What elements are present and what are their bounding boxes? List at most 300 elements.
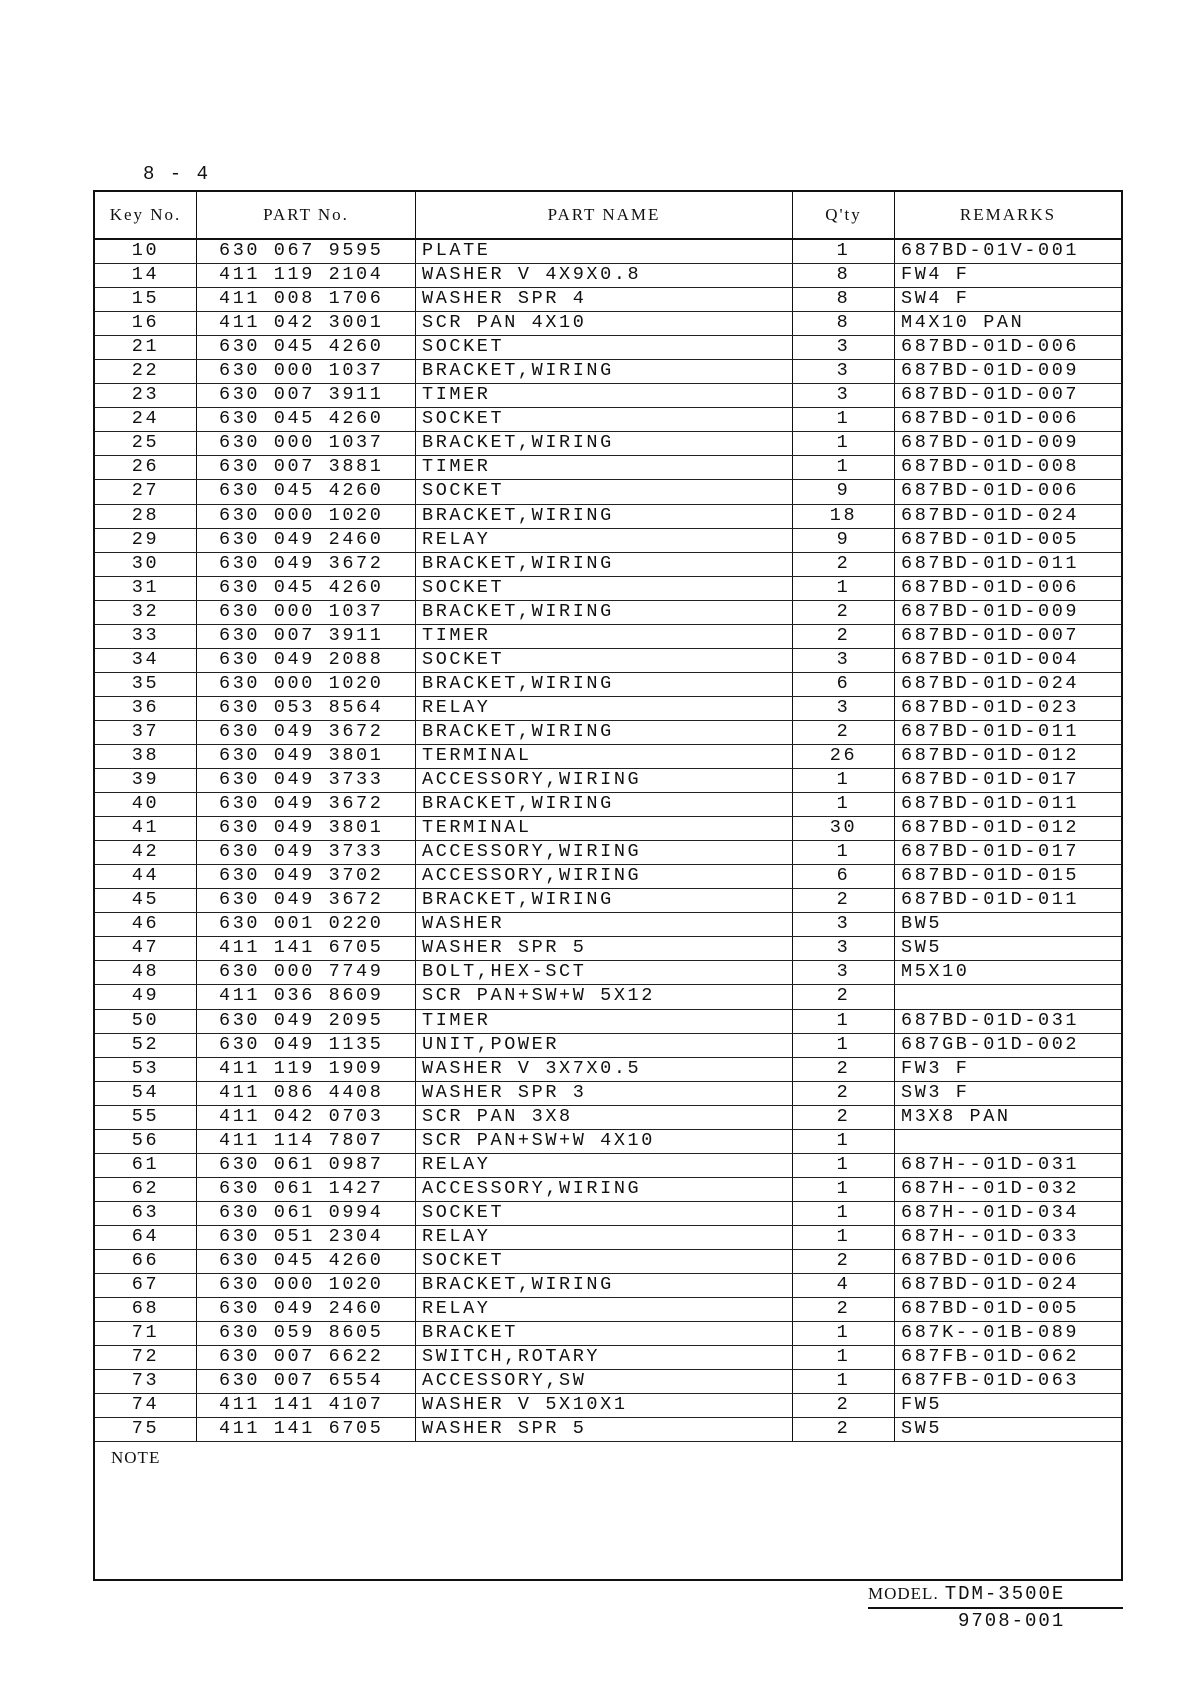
key-no-cell: 50 [95, 1010, 197, 1033]
part-no-cell: 630 007 3881 [197, 456, 416, 479]
table-row [95, 336, 1121, 360]
table-row [95, 817, 1121, 841]
qty-cell: 1 [793, 408, 895, 431]
key-no-cell: 39 [95, 769, 197, 792]
part-no-cell: 630 061 0994 [197, 1202, 416, 1225]
qty-cell: 1 [793, 1154, 895, 1177]
qty-cell: 8 [793, 264, 895, 287]
model-number: TDM-3500E [944, 1583, 1066, 1605]
qty-cell: 1 [793, 1178, 895, 1201]
table-header [95, 192, 1121, 240]
part-no-cell: 630 061 1427 [197, 1178, 416, 1201]
table-row [95, 625, 1121, 649]
part-no-cell: 630 000 1020 [197, 673, 416, 696]
key-no-cell: 27 [95, 480, 197, 503]
part-name-cell: SCR PAN 3X8 [416, 1106, 793, 1129]
part-name-cell: SWITCH,ROTARY [416, 1346, 793, 1369]
remarks-cell: 687BD-01D-009 [901, 360, 1080, 382]
table-row [95, 1010, 1121, 1034]
part-name-cell: BRACKET [416, 1322, 793, 1345]
key-no-cell: 73 [95, 1370, 197, 1393]
remarks-cell: 687BD-01D-015 [901, 865, 1080, 887]
qty-cell: 26 [793, 745, 895, 768]
part-name-cell: UNIT,POWER [416, 1034, 793, 1057]
part-name-cell: BRACKET,WIRING [416, 889, 793, 912]
header-qty: Q'ty [793, 192, 895, 238]
part-name-cell: WASHER SPR 4 [416, 288, 793, 311]
part-no-cell: 630 000 7749 [197, 961, 416, 984]
part-no-cell: 630 067 9595 [197, 240, 416, 263]
key-no-cell: 35 [95, 673, 197, 696]
part-name-cell: SOCKET [416, 408, 793, 431]
part-name-cell: SOCKET [416, 649, 793, 672]
table-row [95, 288, 1121, 312]
qty-cell: 1 [793, 240, 895, 263]
header-part-name: PART NAME [416, 192, 793, 238]
part-name-cell: TIMER [416, 456, 793, 479]
header-part-no: PART No. [197, 192, 416, 238]
table-row [95, 601, 1121, 625]
table-row [95, 865, 1121, 889]
part-no-cell: 411 036 8609 [197, 985, 416, 1008]
key-no-cell: 54 [95, 1082, 197, 1105]
table-row [95, 793, 1121, 817]
qty-cell: 2 [793, 1418, 895, 1441]
part-no-cell: 630 000 1020 [197, 505, 416, 528]
table-row [95, 961, 1121, 985]
qty-cell: 2 [793, 1298, 895, 1321]
part-no-cell: 630 049 2460 [197, 529, 416, 552]
document-number: 9708-001 [958, 1610, 1066, 1632]
table-row [95, 1154, 1121, 1178]
key-no-cell: 10 [95, 240, 197, 263]
qty-cell: 6 [793, 673, 895, 696]
qty-cell: 1 [793, 769, 895, 792]
qty-cell: 1 [793, 432, 895, 455]
remarks-cell: FW3 F [901, 1057, 970, 1079]
qty-cell: 3 [793, 336, 895, 359]
header-remarks: REMARKS [959, 205, 1057, 224]
remarks-cell: 687BD-01D-009 [901, 600, 1080, 622]
table-row [95, 1034, 1121, 1058]
qty-cell: 1 [793, 1322, 895, 1345]
key-no-cell: 66 [95, 1250, 197, 1273]
qty-cell: 2 [793, 625, 895, 648]
part-name-cell: RELAY [416, 697, 793, 720]
part-no-cell: 630 053 8564 [197, 697, 416, 720]
table-row [95, 1082, 1121, 1106]
qty-cell: 2 [793, 721, 895, 744]
part-no-cell: 411 042 0703 [197, 1106, 416, 1129]
table-row [95, 769, 1121, 793]
part-name-cell: BOLT,HEX-SCT [416, 961, 793, 984]
table-row [95, 480, 1121, 504]
table-row [95, 1346, 1121, 1370]
qty-cell: 4 [793, 1274, 895, 1297]
part-name-cell: WASHER V 4X9X0.8 [416, 264, 793, 287]
key-no-cell: 44 [95, 865, 197, 888]
table-row [95, 456, 1121, 480]
part-no-cell: 630 049 2088 [197, 649, 416, 672]
part-no-cell: 411 042 3001 [197, 312, 416, 335]
table-row [95, 264, 1121, 288]
qty-cell: 1 [793, 1010, 895, 1033]
table-row [95, 1202, 1121, 1226]
key-no-cell: 42 [95, 841, 197, 864]
part-no-cell: 630 049 3733 [197, 769, 416, 792]
part-name-cell: BRACKET,WIRING [416, 721, 793, 744]
remarks-cell: 687BD-01D-012 [901, 817, 1080, 839]
table-row [95, 1106, 1121, 1130]
part-no-cell: 630 049 3733 [197, 841, 416, 864]
table-row [95, 312, 1121, 336]
part-no-cell: 630 049 2460 [197, 1298, 416, 1321]
part-name-cell: ACCESSORY,WIRING [416, 769, 793, 792]
remarks-cell: 687H--01D-034 [901, 1201, 1080, 1223]
remarks-cell: 687BD-01D-011 [901, 552, 1080, 574]
remarks-cell: 687H--01D-032 [901, 1177, 1080, 1199]
qty-cell: 8 [793, 312, 895, 335]
part-name-cell: ACCESSORY,WIRING [416, 1178, 793, 1201]
remarks-cell: 687BD-01D-024 [901, 1274, 1080, 1296]
table-row [95, 1370, 1121, 1394]
part-name-cell: BRACKET,WIRING [416, 1274, 793, 1297]
key-no-cell: 68 [95, 1298, 197, 1321]
qty-cell: 3 [793, 384, 895, 407]
key-no-cell: 21 [95, 336, 197, 359]
qty-cell: 2 [793, 1106, 895, 1129]
qty-cell: 18 [793, 505, 895, 528]
part-name-cell: WASHER SPR 3 [416, 1082, 793, 1105]
part-no-cell: 630 045 4260 [197, 336, 416, 359]
part-no-cell: 630 049 1135 [197, 1034, 416, 1057]
part-no-cell: 411 141 6705 [197, 1418, 416, 1441]
key-no-cell: 34 [95, 649, 197, 672]
part-no-cell: 630 049 3801 [197, 817, 416, 840]
remarks-cell: 687BD-01D-008 [901, 456, 1080, 478]
part-name-cell: WASHER V 5X10X1 [416, 1394, 793, 1417]
part-no-cell: 411 008 1706 [197, 288, 416, 311]
qty-cell: 3 [793, 360, 895, 383]
remarks-cell [895, 1130, 1121, 1153]
remarks-cell: 687BD-01D-006 [901, 576, 1080, 598]
part-name-cell: BRACKET,WIRING [416, 553, 793, 576]
key-no-cell: 46 [95, 913, 197, 936]
part-no-cell: 411 141 4107 [197, 1394, 416, 1417]
part-no-cell: 630 061 0987 [197, 1154, 416, 1177]
part-name-cell: TERMINAL [416, 817, 793, 840]
key-no-cell: 14 [95, 264, 197, 287]
remarks-cell: 687BD-01D-006 [901, 1249, 1080, 1271]
qty-cell: 2 [793, 1082, 895, 1105]
part-name-cell: RELAY [416, 1298, 793, 1321]
part-no-cell: 630 000 1037 [197, 432, 416, 455]
remarks-cell: 687BD-01D-011 [901, 720, 1080, 742]
key-no-cell: 63 [95, 1202, 197, 1225]
remarks-cell: 687BD-01V-001 [901, 240, 1080, 261]
remarks-cell: 687BD-01D-017 [901, 841, 1080, 863]
model-label: MODEL. [868, 1584, 939, 1603]
qty-cell: 1 [793, 793, 895, 816]
remarks-cell: 687BD-01D-011 [901, 793, 1080, 815]
key-no-cell: 48 [95, 961, 197, 984]
part-no-cell: 630 000 1037 [197, 360, 416, 383]
qty-cell: 3 [793, 937, 895, 960]
key-no-cell: 15 [95, 288, 197, 311]
qty-cell: 1 [793, 1226, 895, 1249]
part-no-cell: 630 049 3672 [197, 889, 416, 912]
part-no-cell: 630 007 3911 [197, 625, 416, 648]
remarks-cell: 687H--01D-033 [901, 1225, 1080, 1247]
remarks-cell: 687BD-01D-007 [901, 384, 1080, 406]
table-body [95, 240, 1121, 1442]
part-name-cell: SCR PAN+SW+W 5X12 [416, 985, 793, 1008]
part-no-cell: 411 141 6705 [197, 937, 416, 960]
part-name-cell: BRACKET,WIRING [416, 360, 793, 383]
part-name-cell: TIMER [416, 384, 793, 407]
table-row [95, 1274, 1121, 1298]
part-name-cell: WASHER [416, 913, 793, 936]
remarks-cell: SW3 F [901, 1081, 970, 1103]
key-no-cell: 32 [95, 601, 197, 624]
key-no-cell: 31 [95, 577, 197, 600]
part-no-cell: 630 049 3702 [197, 865, 416, 888]
remarks-cell: FW5 [901, 1394, 943, 1416]
qty-cell: 1 [793, 1370, 895, 1393]
key-no-cell: 75 [95, 1418, 197, 1441]
table-row [95, 1250, 1121, 1274]
part-no-cell: 630 045 4260 [197, 1250, 416, 1273]
page-number: 8 - 4 [143, 163, 211, 185]
part-no-cell: 630 007 3911 [197, 384, 416, 407]
table-row [95, 1322, 1121, 1346]
remarks-cell: 687BD-01D-005 [901, 1298, 1080, 1320]
remarks-cell: 687BD-01D-031 [901, 1009, 1080, 1031]
table-row [95, 1058, 1121, 1082]
part-name-cell: BRACKET,WIRING [416, 505, 793, 528]
table-row [95, 553, 1121, 577]
table-row [95, 384, 1121, 408]
qty-cell: 2 [793, 553, 895, 576]
key-no-cell: 52 [95, 1034, 197, 1057]
remarks-cell: SW5 [901, 937, 943, 959]
part-no-cell: 630 049 3672 [197, 721, 416, 744]
key-no-cell: 25 [95, 432, 197, 455]
part-name-cell: RELAY [416, 1226, 793, 1249]
part-name-cell: WASHER V 3X7X0.5 [416, 1058, 793, 1081]
table-row [95, 1178, 1121, 1202]
part-name-cell: RELAY [416, 529, 793, 552]
table-row [95, 360, 1121, 384]
key-no-cell: 62 [95, 1178, 197, 1201]
part-name-cell: ACCESSORY,WIRING [416, 865, 793, 888]
qty-cell: 9 [793, 529, 895, 552]
remarks-cell: 687FB-01D-062 [901, 1346, 1080, 1368]
key-no-cell: 64 [95, 1226, 197, 1249]
qty-cell: 2 [793, 889, 895, 912]
part-name-cell: SCR PAN+SW+W 4X10 [416, 1130, 793, 1153]
remarks-cell: 687K--01B-089 [901, 1322, 1080, 1344]
qty-cell: 30 [793, 817, 895, 840]
parts-table [93, 190, 1123, 1581]
remarks-cell: M4X10 PAN [901, 312, 1025, 334]
qty-cell: 3 [793, 649, 895, 672]
part-name-cell: BRACKET,WIRING [416, 793, 793, 816]
part-name-cell: BRACKET,WIRING [416, 673, 793, 696]
part-no-cell: 630 049 3801 [197, 745, 416, 768]
qty-cell: 9 [793, 480, 895, 503]
table-row [95, 1226, 1121, 1250]
remarks-cell: 687BD-01D-007 [901, 624, 1080, 646]
remarks-cell: SW4 F [901, 288, 970, 310]
key-no-cell: 47 [95, 937, 197, 960]
table-row [95, 529, 1121, 553]
qty-cell: 2 [793, 1058, 895, 1081]
part-no-cell: 630 049 3672 [197, 793, 416, 816]
table-row [95, 240, 1121, 264]
note-label: NOTE [111, 1448, 161, 1468]
part-name-cell: BRACKET,WIRING [416, 601, 793, 624]
key-no-cell: 36 [95, 697, 197, 720]
table-row [95, 985, 1121, 1009]
remarks-cell: 687BD-01D-004 [901, 648, 1080, 670]
key-no-cell: 55 [95, 1106, 197, 1129]
key-no-cell: 74 [95, 1394, 197, 1417]
remarks-cell: SW5 [901, 1418, 943, 1440]
table-row [95, 841, 1121, 865]
table-row [95, 673, 1121, 697]
remarks-cell: M3X8 PAN [901, 1105, 1011, 1127]
key-no-cell: 29 [95, 529, 197, 552]
key-no-cell: 71 [95, 1322, 197, 1345]
part-name-cell: ACCESSORY,WIRING [416, 841, 793, 864]
qty-cell: 2 [793, 985, 895, 1008]
part-no-cell: 630 000 1020 [197, 1274, 416, 1297]
part-no-cell: 630 059 8605 [197, 1322, 416, 1345]
qty-cell: 8 [793, 288, 895, 311]
remarks-cell: 687FB-01D-063 [901, 1370, 1080, 1392]
part-name-cell: SOCKET [416, 336, 793, 359]
part-no-cell: 630 045 4260 [197, 408, 416, 431]
key-no-cell: 53 [95, 1058, 197, 1081]
table-row [95, 432, 1121, 456]
qty-cell: 1 [793, 1202, 895, 1225]
part-name-cell: SOCKET [416, 480, 793, 503]
qty-cell: 3 [793, 697, 895, 720]
remarks-cell: BW5 [901, 913, 943, 935]
table-row [95, 1298, 1121, 1322]
part-name-cell: BRACKET,WIRING [416, 432, 793, 455]
remarks-cell: 687H--01D-031 [901, 1153, 1080, 1175]
remarks-cell: 687BD-01D-005 [901, 528, 1080, 550]
qty-cell: 2 [793, 601, 895, 624]
qty-cell: 1 [793, 1034, 895, 1057]
remarks-cell: M5X10 [901, 961, 970, 983]
table-row [95, 721, 1121, 745]
table-row [95, 1418, 1121, 1442]
part-name-cell: SCR PAN 4X10 [416, 312, 793, 335]
table-row [95, 937, 1121, 961]
remarks-cell: 687BD-01D-017 [901, 769, 1080, 791]
table-row [95, 889, 1121, 913]
key-no-cell: 26 [95, 456, 197, 479]
table-row [95, 408, 1121, 432]
part-name-cell: WASHER SPR 5 [416, 937, 793, 960]
remarks-cell: 687BD-01D-006 [901, 480, 1080, 502]
part-no-cell: 630 051 2304 [197, 1226, 416, 1249]
key-no-cell: 38 [95, 745, 197, 768]
remarks-cell: 687BD-01D-009 [901, 432, 1080, 454]
qty-cell: 1 [793, 1346, 895, 1369]
remarks-cell [895, 985, 1121, 1008]
key-no-cell: 37 [95, 721, 197, 744]
key-no-cell: 16 [95, 312, 197, 335]
part-no-cell: 630 000 1037 [197, 601, 416, 624]
part-name-cell: ACCESSORY,SW [416, 1370, 793, 1393]
part-no-cell: 411 086 4408 [197, 1082, 416, 1105]
part-no-cell: 630 007 6622 [197, 1346, 416, 1369]
part-name-cell: SOCKET [416, 1250, 793, 1273]
part-name-cell: SOCKET [416, 1202, 793, 1225]
key-no-cell: 56 [95, 1130, 197, 1153]
key-no-cell: 72 [95, 1346, 197, 1369]
part-no-cell: 411 114 7807 [197, 1130, 416, 1153]
key-no-cell: 61 [95, 1154, 197, 1177]
part-no-cell: 630 045 4260 [197, 480, 416, 503]
qty-cell: 1 [793, 841, 895, 864]
key-no-cell: 23 [95, 384, 197, 407]
table-row [95, 1394, 1121, 1418]
remarks-cell: 687BD-01D-006 [901, 408, 1080, 430]
key-no-cell: 30 [95, 553, 197, 576]
key-no-cell: 49 [95, 985, 197, 1008]
part-name-cell: WASHER SPR 5 [416, 1418, 793, 1441]
qty-cell: 1 [793, 456, 895, 479]
qty-cell: 3 [793, 961, 895, 984]
part-name-cell: TIMER [416, 1010, 793, 1033]
qty-cell: 6 [793, 865, 895, 888]
part-no-cell: 630 001 0220 [197, 913, 416, 936]
key-no-cell: 67 [95, 1274, 197, 1297]
part-no-cell: 630 049 2095 [197, 1010, 416, 1033]
part-name-cell: SOCKET [416, 577, 793, 600]
key-no-cell: 24 [95, 408, 197, 431]
remarks-cell: 687GB-01D-002 [901, 1033, 1080, 1055]
key-no-cell: 40 [95, 793, 197, 816]
header-key-no: Key No. [95, 192, 197, 238]
key-no-cell: 28 [95, 505, 197, 528]
remarks-cell: 687BD-01D-006 [901, 336, 1080, 358]
key-no-cell: 33 [95, 625, 197, 648]
table-row [95, 577, 1121, 601]
remarks-cell: 687BD-01D-024 [901, 504, 1080, 526]
qty-cell: 2 [793, 1394, 895, 1417]
part-name-cell: PLATE [416, 240, 793, 263]
remarks-cell: 687BD-01D-011 [901, 889, 1080, 911]
remarks-cell: 687BD-01D-024 [901, 672, 1080, 694]
remarks-cell: 687BD-01D-012 [901, 744, 1080, 766]
remarks-cell: FW4 F [901, 264, 970, 286]
qty-cell: 1 [793, 1130, 895, 1153]
remarks-cell: 687BD-01D-023 [901, 696, 1080, 718]
qty-cell: 1 [793, 577, 895, 600]
table-row [95, 649, 1121, 673]
table-row [95, 505, 1121, 529]
table-row [95, 1130, 1121, 1154]
key-no-cell: 41 [95, 817, 197, 840]
qty-cell: 3 [793, 913, 895, 936]
part-name-cell: TIMER [416, 625, 793, 648]
